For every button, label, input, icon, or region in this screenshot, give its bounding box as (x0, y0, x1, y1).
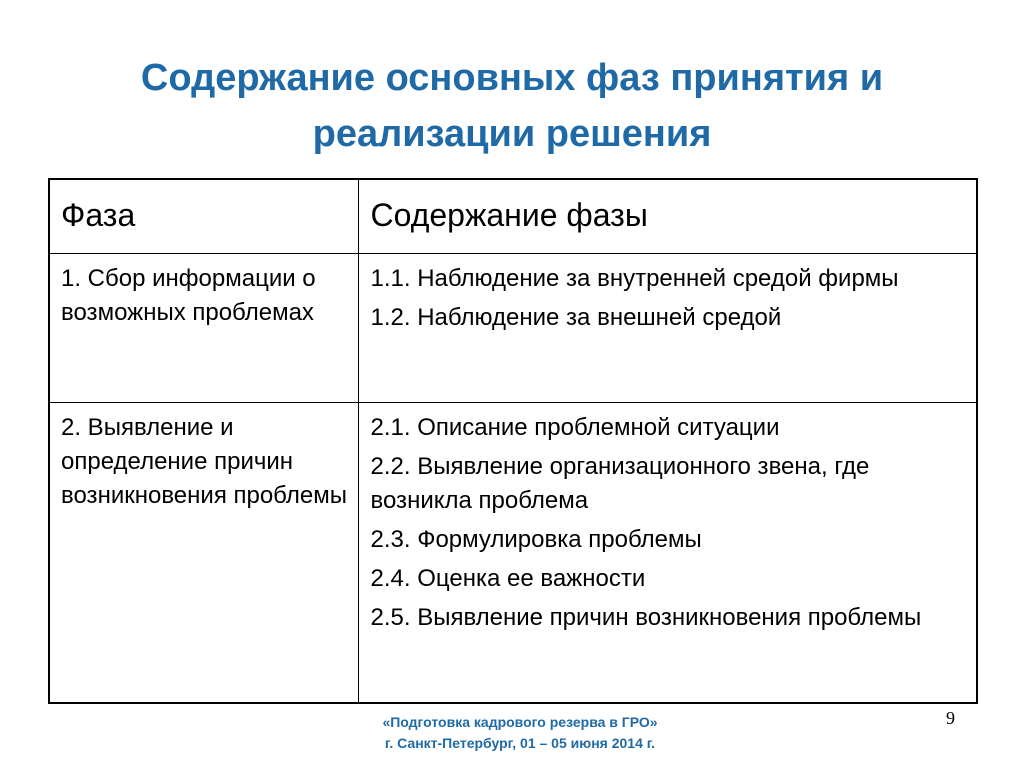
phase-cell: 2. Выявление и определение причин возникновения проблемы (49, 402, 358, 703)
footer-place-date: г. Санкт-Петербург, 01 – 05 июня 2014 г. (384, 735, 656, 751)
phase-content-item: 2.4. Оценка ее важности (370, 564, 646, 592)
page-number: 9 (946, 708, 955, 728)
phase-cell: 1. Сбор информации о возможных проблемах (49, 253, 358, 402)
footer-event-name: «Подготовка кадрового резерва в ГРО» (382, 714, 658, 730)
footer (300, 712, 740, 754)
slide-title-line-2: реализации решения (312, 113, 712, 155)
phase-content-item: 2.1. Описание проблемной ситуации (370, 413, 780, 441)
phases-table (48, 178, 978, 704)
phase-content-item: 2.2. Выявление организационного звена, где возникла проблема (370, 452, 870, 514)
phase-content-cell (358, 253, 977, 402)
header-phase: Фаза (49, 179, 358, 253)
table-row (49, 253, 977, 402)
phase-content-cell (358, 402, 977, 703)
table-row (49, 402, 977, 703)
table-header-row (49, 179, 977, 253)
phase-content-item: 1.1. Наблюдение за внутренней средой фирмы (370, 264, 899, 292)
header-phase-content: Содержание фазы (358, 179, 977, 253)
slide-title-line-1: Содержание основных фаз принятия и (140, 57, 884, 99)
slide-title (40, 50, 984, 162)
phase-content-item: 2.3. Формулировка проблемы (370, 525, 702, 553)
phase-content-item: 1.2. Наблюдение за внешней средой (370, 303, 782, 331)
phase-content-item: 2.5. Выявление причин возникновения проблемы (370, 603, 922, 631)
